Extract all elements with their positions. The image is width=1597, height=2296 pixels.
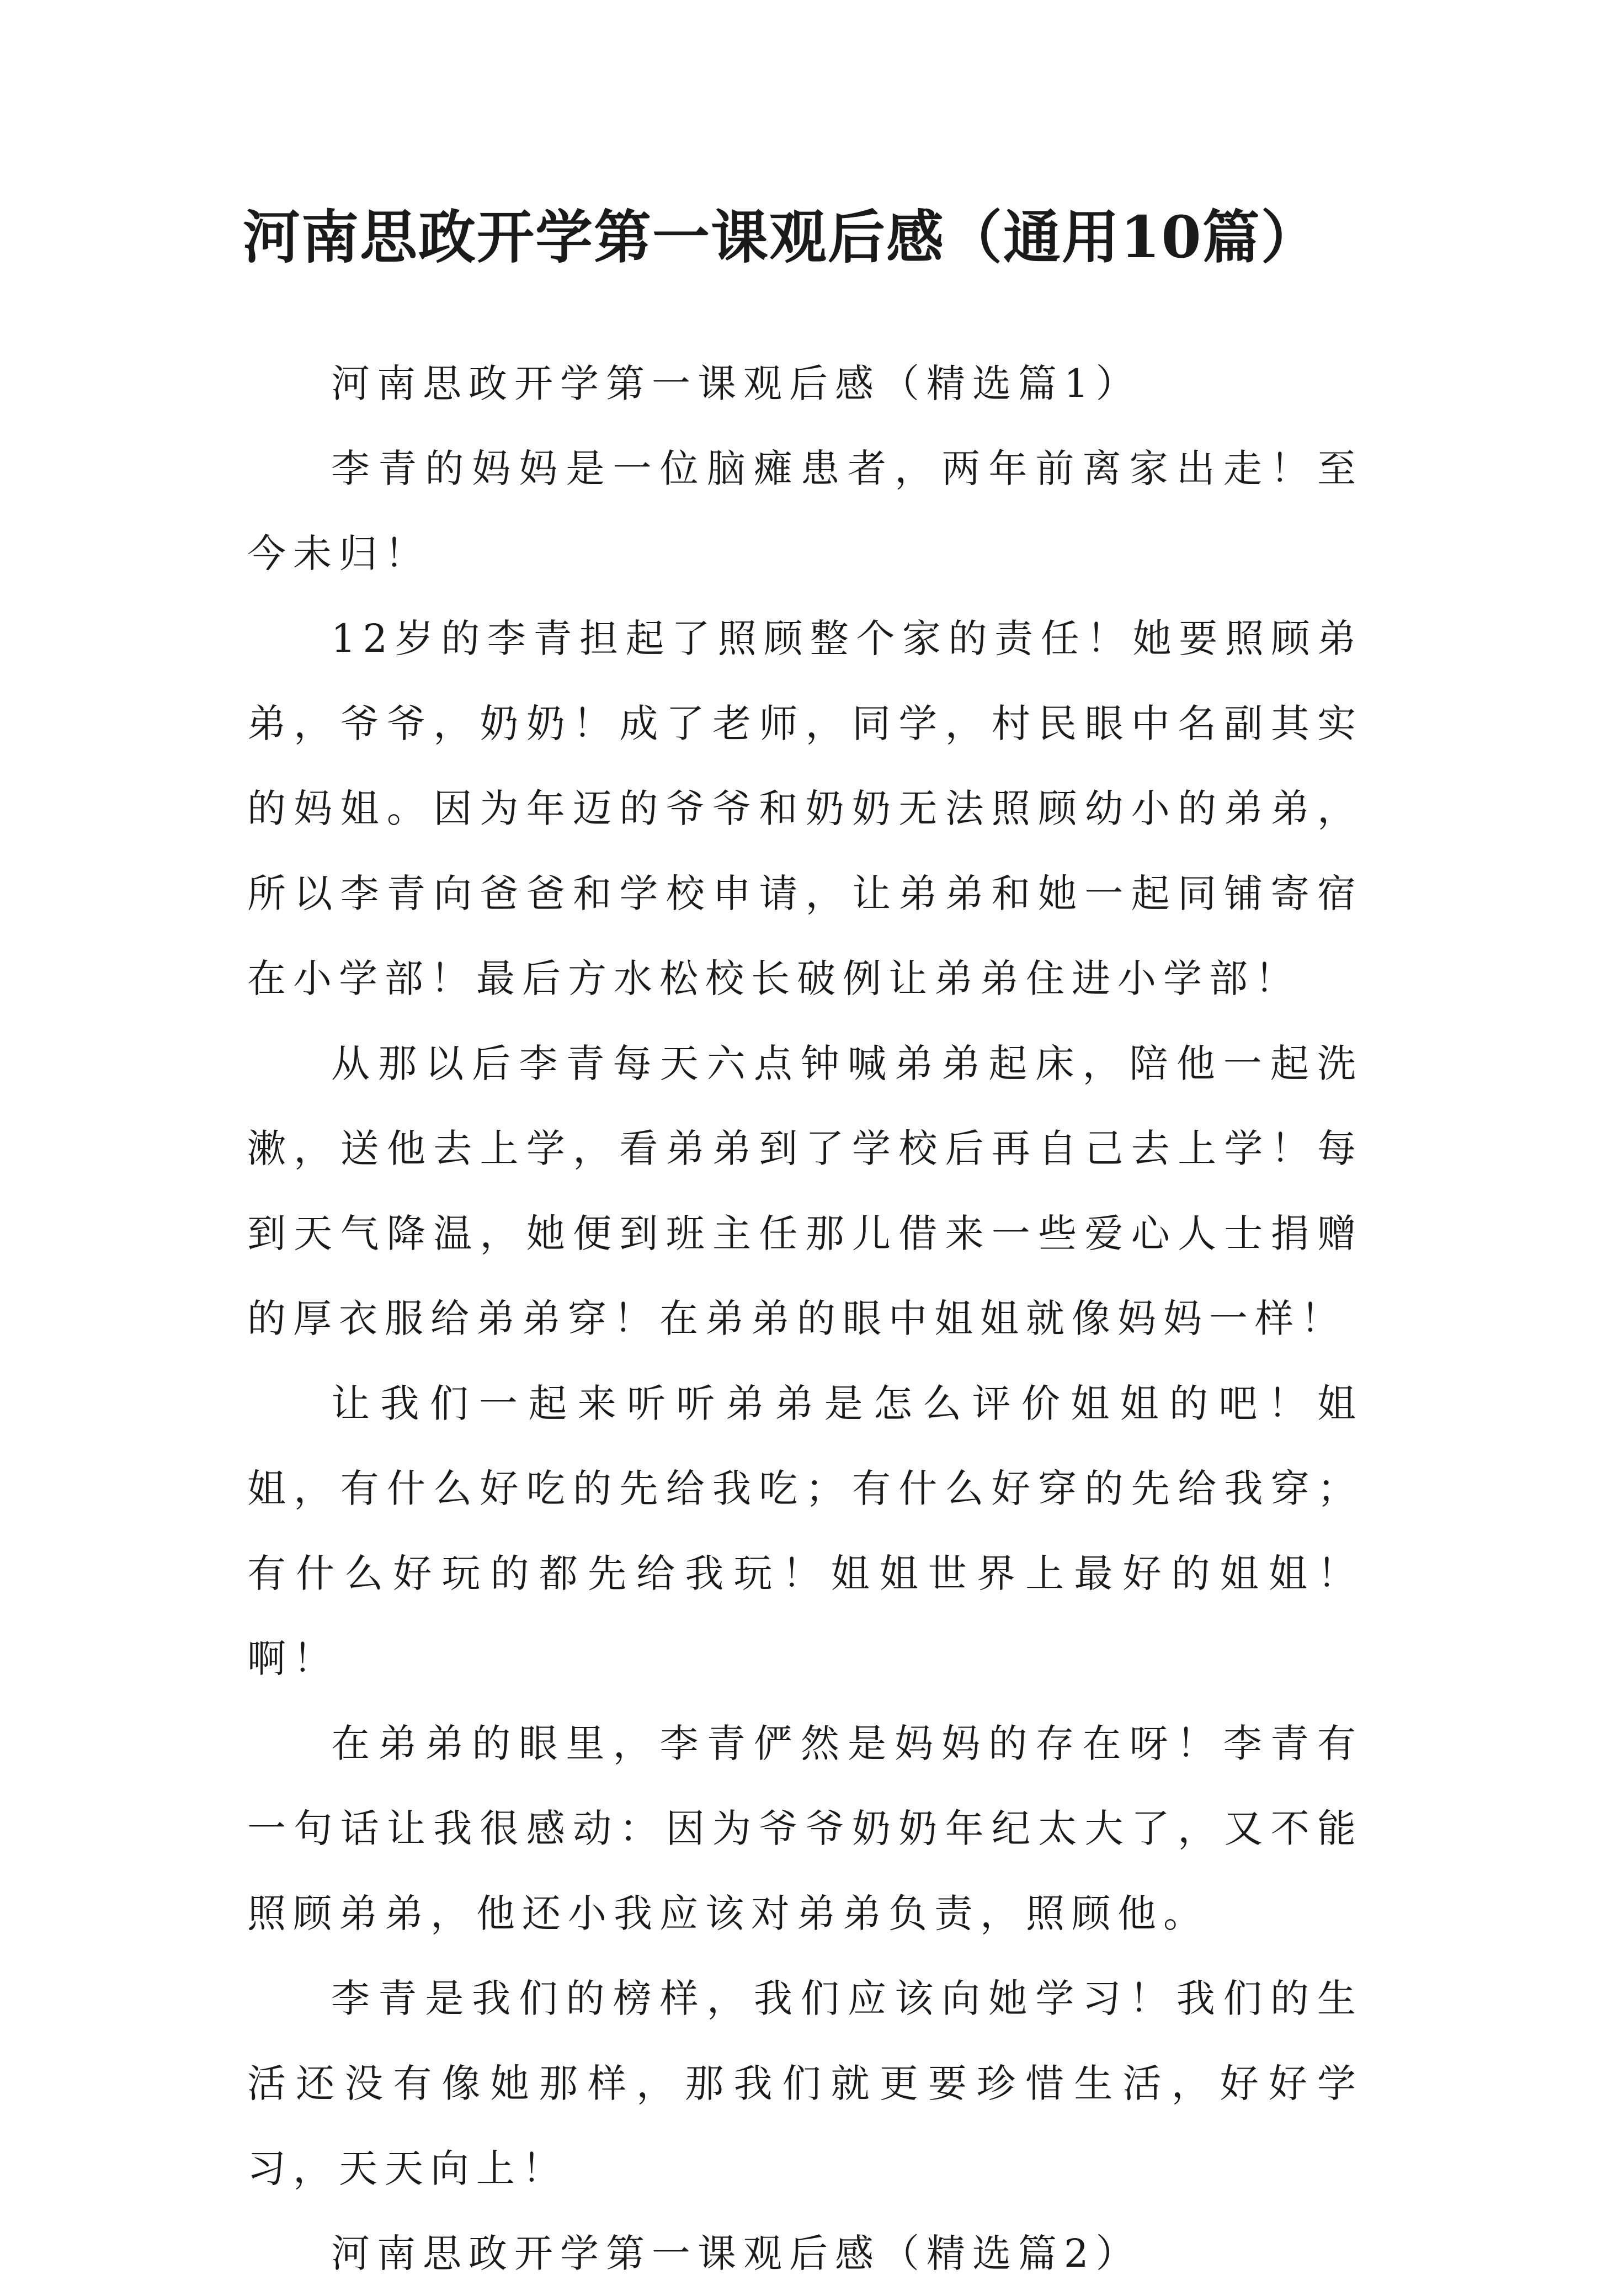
paragraph-5: 在弟弟的眼里，李青俨然是妈妈的存在呀！李青有一句话让我很感动：因为爷爷奶奶年纪太大了，又不能照顾弟弟，他还小我应该对弟弟负责，照顾他。	[247, 1721, 1363, 1936]
section-heading-1: 河南思政开学第一课观后感（精选篇1）	[331, 361, 1142, 406]
paragraph-4: 让我们一起来听听弟弟是怎么评价姐姐的吧！姐姐，有什么好吃的先给我吃；有什么好穿的先给我穿；有什么好玩的都先给我玩！姐姐世界上最好的姐姐！啊！	[247, 1381, 1363, 1681]
section-heading-2: 河南思政开学第一课观后感（精选篇2）	[331, 2231, 1142, 2276]
document-body	[247, 341, 1363, 2296]
paragraph-3: 从那以后李青每天六点钟喊弟弟起床，陪他一起洗漱，送他去上学，看弟弟到了学校后再自己去上学！每到天气降温，她便到班主任那儿借来一些爱心人士捐赠的厚衣服给弟弟穿！在弟弟的眼中姐姐就像妈妈一样！	[247, 1041, 1363, 1341]
document-title: 河南思政开学第一课观后感（通用10篇）	[243, 203, 1319, 271]
paragraph-2: 12岁的李青担起了照顾整个家的责任！她要照顾弟弟，爷爷，奶奶！成了老师，同学，村民眼中名副其实的妈姐。因为年迈的爷爷和奶奶无法照顾幼小的弟弟，所以李青向爸爸和学校申请，让弟弟和她一起同铺寄宿在小学部！最后方水松校长破例让弟弟住进小学部！	[247, 616, 1363, 1001]
paragraph-1: 李青的妈妈是一位脑瘫患者，两年前离家出走！至今未归！	[247, 446, 1363, 576]
paragraph-6: 李青是我们的榜样，我们应该向她学习！我们的生活还没有像她那样，那我们就更要珍惜生活，好好学习，天天向上！	[247, 1976, 1363, 2191]
